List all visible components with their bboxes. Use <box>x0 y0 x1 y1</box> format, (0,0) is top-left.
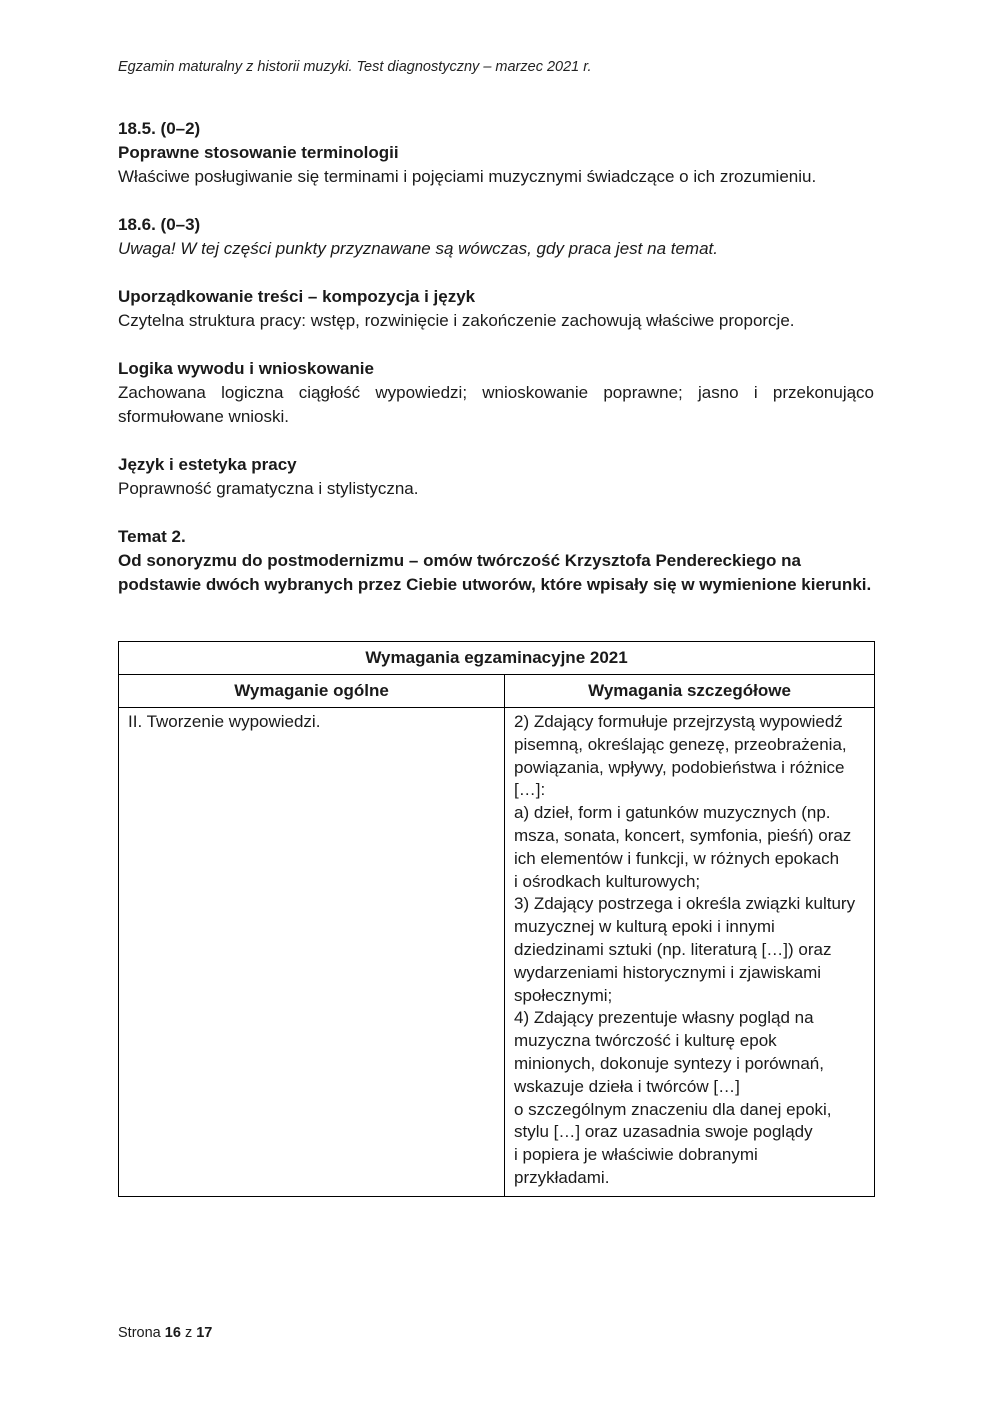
language-text: Poprawność gramatyczna i stylistyczna. <box>118 479 419 498</box>
detailed-line: muzyczna twórczość i kulturę epok <box>514 1031 777 1051</box>
logic-text: Zachowana logiczna ciągłość wypowiedzi; wnioskowanie poprawne; jasno i przekonująco sformułowane wnioski. <box>118 383 874 426</box>
detailed-line: 4) Zdający prezentuje własny pogląd na <box>514 1008 814 1028</box>
footer-total-pages: 17 <box>196 1325 213 1341</box>
column-header-general: Wymaganie ogólne <box>119 675 505 708</box>
footer-prefix: Strona <box>118 1325 161 1341</box>
topic-label: Temat 2. <box>118 527 186 546</box>
detailed-line: wskazuje dzieła i twórców […] <box>514 1076 740 1096</box>
detailed-line: powiązania, wpływy, podobieństwa i różnice <box>514 757 845 777</box>
logic-title: Logika wywodu i wnioskowanie <box>118 359 374 378</box>
footer-separator: z <box>184 1325 193 1341</box>
detailed-line: stylu […] oraz uzasadnia swoje poglądy <box>514 1122 813 1142</box>
detailed-requirements-cell <box>505 708 875 1197</box>
detailed-line: wydarzeniami historycznymi i zjawiskami <box>514 962 822 982</box>
footer-page-number: 16 <box>164 1325 181 1341</box>
section-18-5-title: Poprawne stosowanie terminologii <box>118 143 399 162</box>
topic-text: Od sonoryzmu do postmodernizmu – omów twórczość Krzysztofa Pendereckiego na podstawie dwóch wybranych przez Ciebie utworów, które wpisały się w wymienione kierunki. <box>118 551 872 594</box>
section-18-5-number: 18.5. (0–2) <box>118 119 201 138</box>
detailed-line: minionych, dokonuje syntezy i porównań, <box>514 1053 824 1073</box>
detailed-line: przykładami. <box>514 1167 610 1187</box>
detailed-line: dziedzinami sztuki (np. literaturą […]) oraz <box>514 939 832 959</box>
detailed-line: […]: <box>514 780 546 800</box>
detailed-line: a) dzieł, form i gatunków muzycznych (np. <box>514 803 831 823</box>
page-footer <box>118 1325 212 1341</box>
section-18-5-text: Właściwe posługiwanie się terminami i pojęciami muzycznymi świadczące o ich zrozumieniu. <box>118 167 817 186</box>
page-content <box>118 117 874 597</box>
detailed-line: i ośrodkach kulturowych; <box>514 871 701 891</box>
detailed-line: o szczególnym znaczeniu dla danej epoki, <box>514 1099 832 1119</box>
requirements-table-title: Wymagania egzaminacyjne 2021 <box>119 642 875 675</box>
language-title: Język i estetyka pracy <box>118 455 297 474</box>
detailed-line: ich elementów i funkcji, w różnych epokach <box>514 848 840 868</box>
ordering-title: Uporządkowanie treści – kompozycja i język <box>118 287 476 306</box>
detailed-line: społecznymi; <box>514 985 613 1005</box>
detailed-line: 3) Zdający postrzega i określa związki kultury <box>514 894 856 914</box>
requirements-table <box>118 641 875 1197</box>
section-18-6-number: 18.6. (0–3) <box>118 215 201 234</box>
detailed-line: pisemną, określając genezę, przeobrażenia, <box>514 734 847 754</box>
page-header: Egzamin maturalny z historii muzyki. Test diagnostyczny – marzec 2021 r. <box>118 59 592 75</box>
detailed-line: i popiera je właściwie dobranymi <box>514 1145 758 1165</box>
detailed-line: muzycznej w kulturą epoki i innymi <box>514 917 775 937</box>
column-header-detailed: Wymagania szczegółowe <box>505 675 875 708</box>
ordering-text: Czytelna struktura pracy: wstęp, rozwinięcie i zakończenie zachowują właściwe proporcje. <box>118 311 795 330</box>
general-requirement-cell: II. Tworzenie wypowiedzi. <box>119 708 505 1197</box>
detailed-line: 2) Zdający formułuje przejrzystą wypowiedź <box>514 712 843 731</box>
section-18-6-note: Uwaga! W tej części punkty przyznawane są wówczas, gdy praca jest na temat. <box>118 239 718 258</box>
detailed-line: msza, sonata, koncert, symfonia, pieśń) oraz <box>514 825 852 845</box>
